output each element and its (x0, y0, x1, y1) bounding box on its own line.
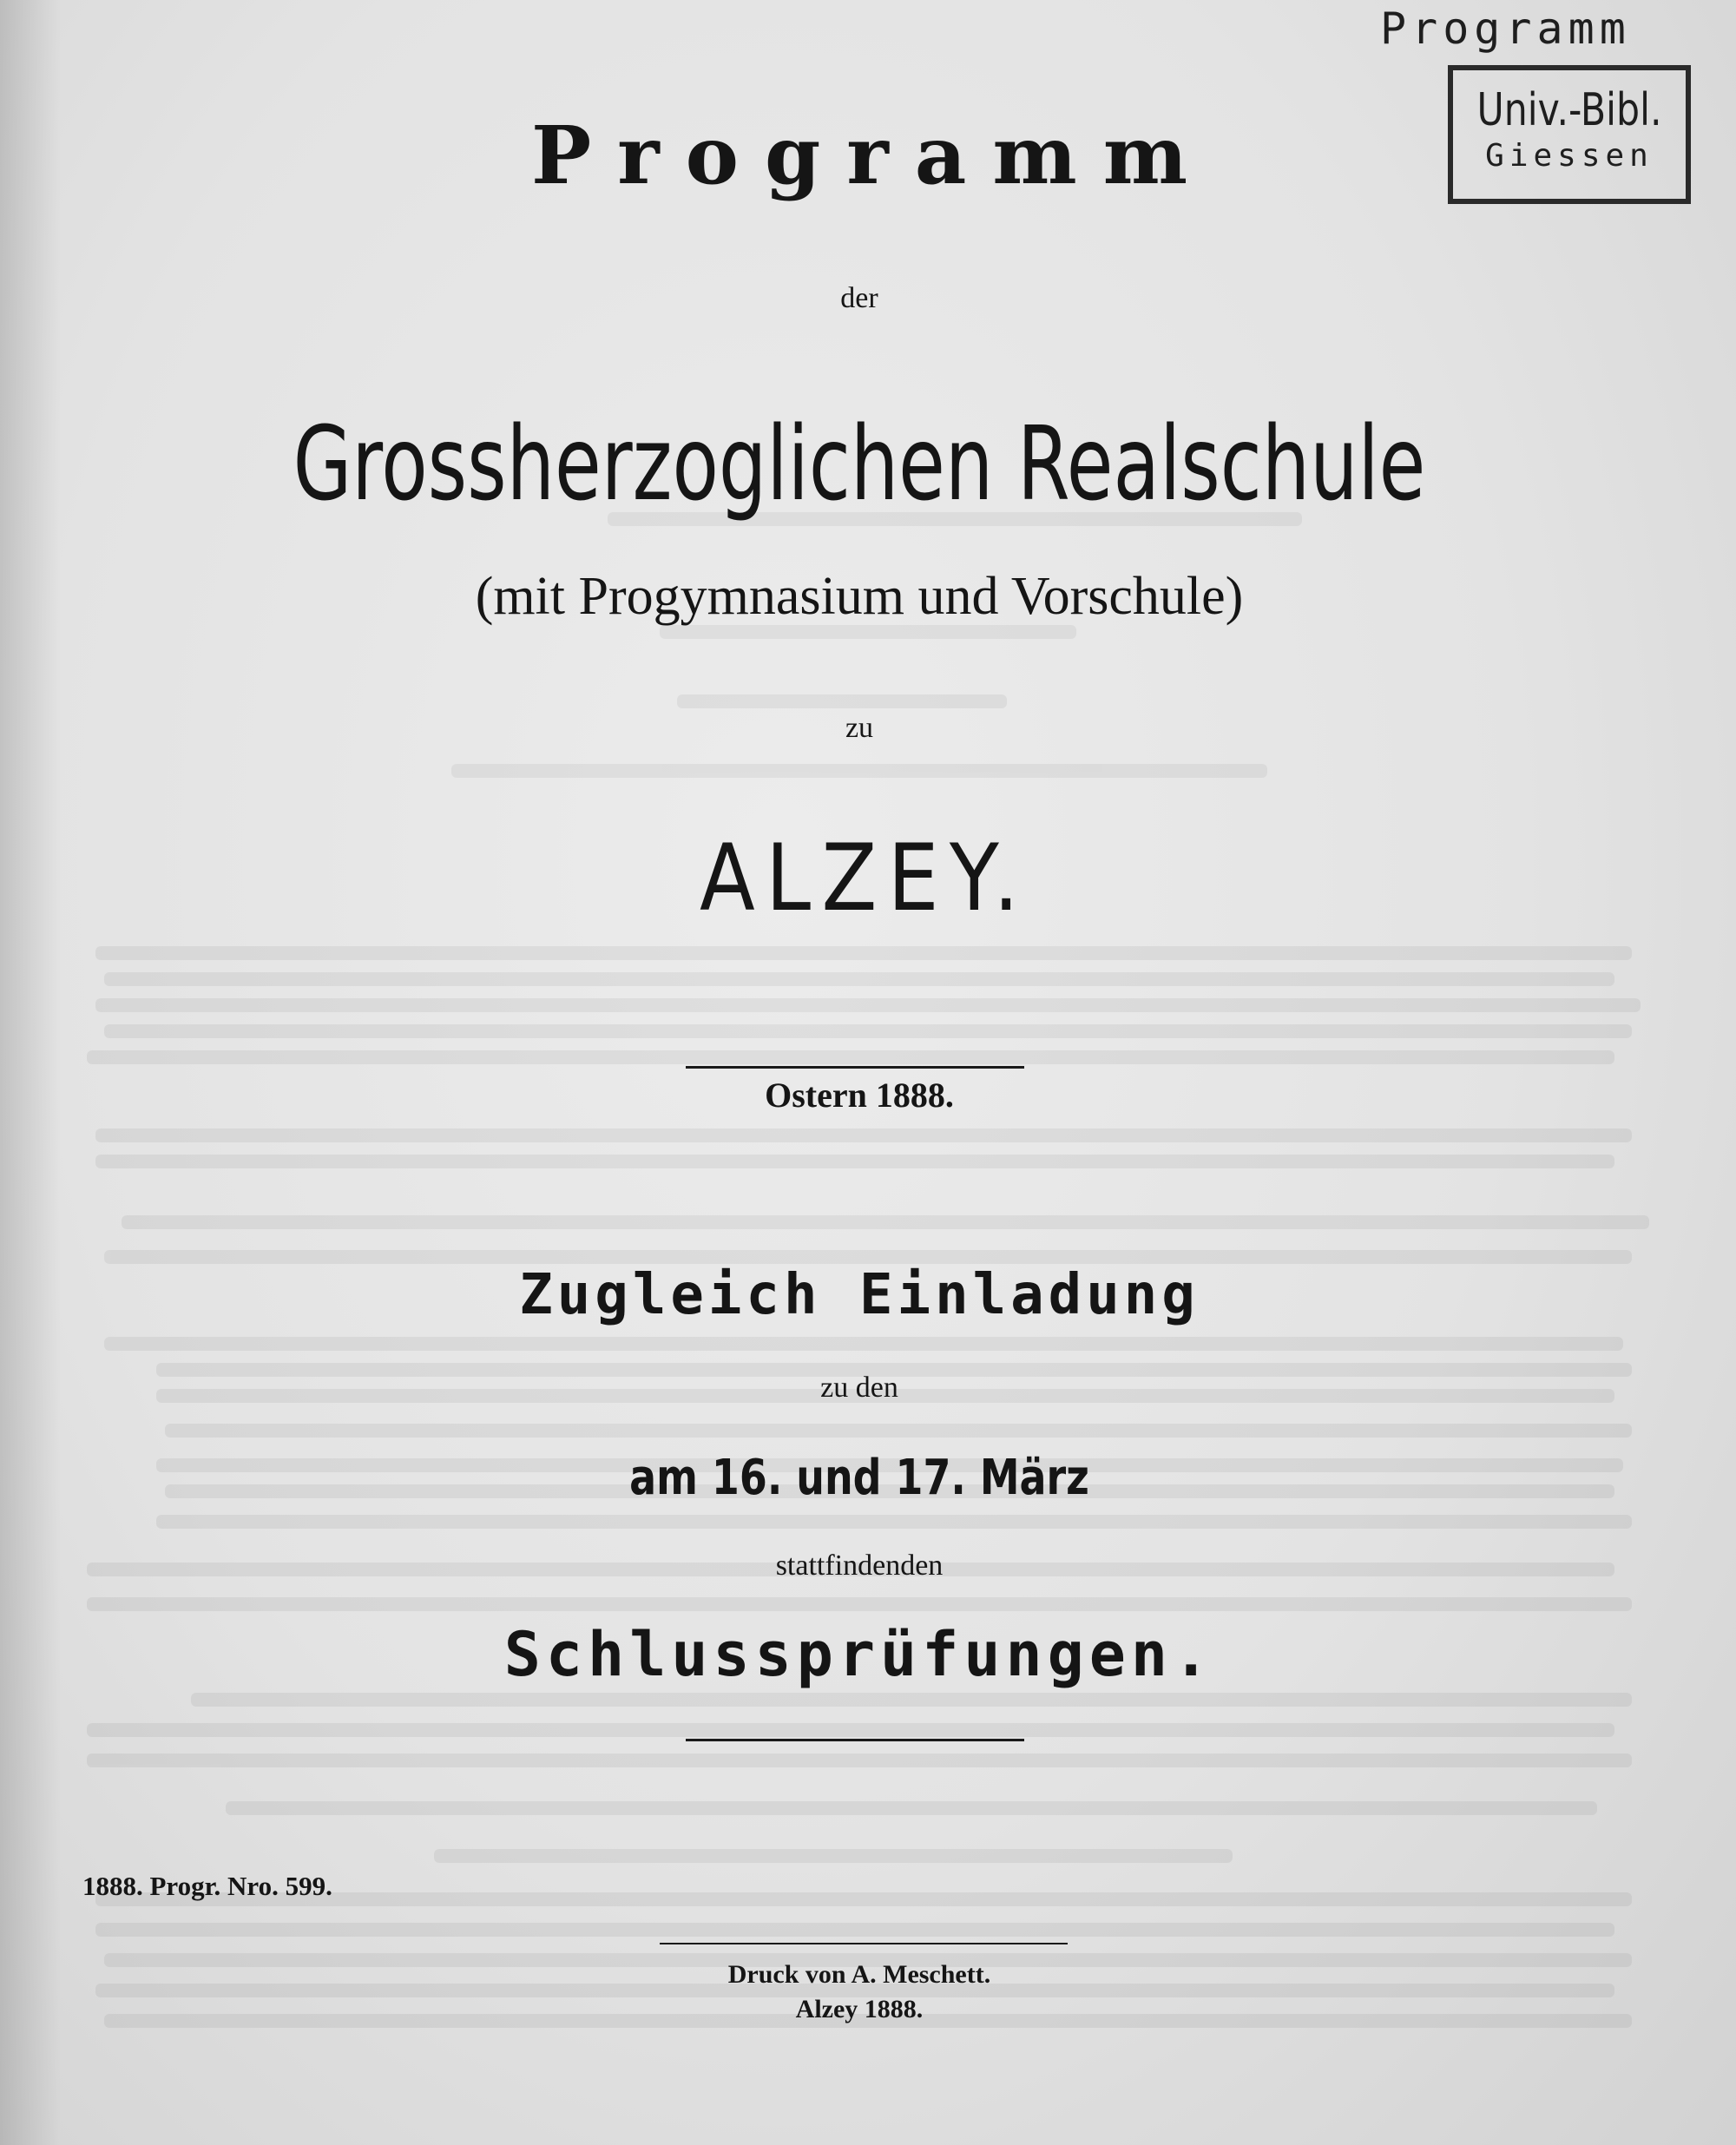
library-stamp-line1: Univ.-Bibl. (1476, 84, 1662, 136)
school-subtitle: (mit Progymnasium und Vorschule) (475, 567, 1244, 626)
city-name: ALZEY. (700, 825, 1030, 931)
exam-dates: am 16. und 17. März (629, 1450, 1089, 1506)
date-line: Ostern 1888. (765, 1076, 954, 1115)
library-stamp-line2: Giessen (1485, 138, 1654, 174)
printer-line-1: Druck von A. Meschett. (727, 1960, 991, 1989)
stattfindenden-text: stattfindenden (775, 1550, 944, 1582)
divider-lower (686, 1739, 1024, 1741)
divider-upper (686, 1066, 1024, 1069)
printer-imprint (0, 1957, 1719, 2027)
preposition-zu: zu (845, 712, 874, 744)
page-edge-shadow (0, 0, 61, 2145)
program-stamp-label: Programm (1380, 3, 1631, 54)
article-der: der (840, 282, 878, 314)
program-number: 1888. Progr. Nro. 599. (82, 1871, 332, 1901)
page-title: Programm (530, 109, 1214, 202)
printer-line-2: Alzey 1888. (795, 1995, 924, 2023)
school-name: Grossherzoglichen Realschule (293, 404, 1426, 523)
preposition-zu-den: zu den (820, 1372, 898, 1404)
invitation-heading: Zugleich Einladung (519, 1263, 1200, 1327)
divider-printer (660, 1943, 1068, 1944)
exams-heading: Schlussprüfungen. (503, 1619, 1215, 1690)
